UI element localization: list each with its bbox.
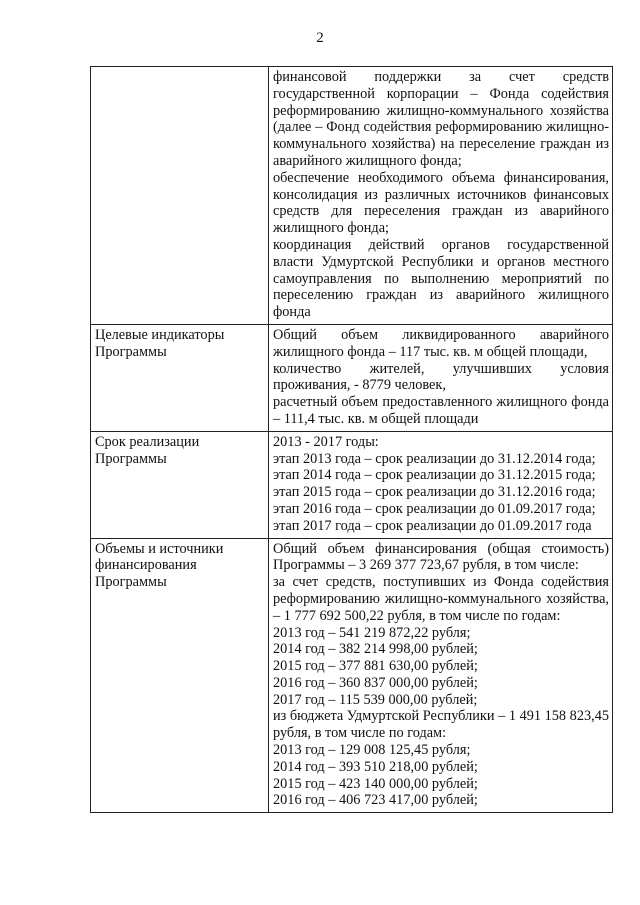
content-line: расчетный объем предоставленного жилищного фонда – 111,4 тыс. кв. м общей площади	[273, 394, 609, 427]
page-number: 2	[316, 30, 324, 46]
row-label: Срок реализации Программы	[91, 431, 269, 538]
content-line: 2013 год – 541 219 872,22 рубля;	[273, 624, 471, 641]
content-line: этап 2017 года – срок реализации до 01.09.2017 года	[273, 517, 592, 534]
row-label	[91, 67, 269, 325]
table-row	[91, 67, 613, 325]
content-line: 2016 год – 360 837 000,00 рублей;	[273, 674, 478, 691]
row-content	[269, 431, 613, 538]
content-line: 2014 год – 393 510 218,00 рублей;	[273, 758, 478, 775]
content-line: 2017 год – 115 539 000,00 рублей;	[273, 691, 478, 708]
content-line: за счет средств, поступивших из Фонда содействия реформированию жилищно-коммунального хозяйства, – 1 777 692 500,22 рубля, в том числе по годам:	[273, 574, 609, 624]
content-line: 2016 год – 406 723 417,00 рублей;	[273, 792, 478, 809]
row-label: Целевые индикаторы Программы	[91, 324, 269, 431]
row-content	[269, 538, 613, 813]
content-line: 2015 год – 423 140 000,00 рублей;	[273, 775, 478, 792]
content-line: 2013 год – 129 008 125,45 рубля;	[273, 742, 471, 759]
row-content	[269, 67, 613, 325]
content-line: из бюджета Удмуртской Республики – 1 491 158 823,45 рубля, в том числе по годам:	[273, 708, 609, 742]
table-row	[91, 324, 613, 431]
content-line: финансовой поддержки за счет средств государственной корпорации – Фонда содействия реформированию жилищно-коммунального хозяйства (далее – Фонд содействия реформированию жилищно-коммунального хозяйства) на переселение граждан из аварийного жилищного фонда;	[273, 69, 609, 169]
content-line: этап 2013 года – срок реализации до 31.12.2014 года;	[273, 450, 596, 467]
content-line: этап 2016 года – срок реализации до 01.09.2017 года;	[273, 500, 596, 517]
row-content	[269, 324, 613, 431]
content-line: 2014 год – 382 214 998,00 рублей;	[273, 641, 478, 658]
content-line: этап 2015 года – срок реализации до 31.12.2016 года;	[273, 484, 596, 501]
row-label: Объемы и источники финансирования Программы	[91, 538, 269, 813]
content-line: Общий объем ликвидированного аварийного жилищного фонда – 117 тыс. кв. м общей площади,	[273, 326, 609, 360]
content-line: координация действий органов государственной власти Удмуртской Республики и органов местного самоуправления по выполнению мероприятий по переселению граждан из аварийного жилищного фонда	[273, 236, 609, 321]
content-line: 2015 год – 377 881 630,00 рублей;	[273, 658, 478, 675]
content-line: обеспечение необходимого объема финансирования, консолидация из различных источников финансовых средств для переселения граждан из аварийного жилищного фонда;	[273, 169, 609, 237]
content-line: этап 2014 года – срок реализации до 31.12.2015 года;	[273, 467, 596, 484]
content-line: количество жителей, улучшивших условия проживания, - 8779 человек,	[273, 360, 609, 394]
program-passport-table	[90, 66, 613, 813]
content-line: 2013 - 2017 годы:	[273, 433, 379, 450]
content-line: Общий объем финансирования (общая стоимость) Программы – 3 269 377 723,67 рубля, в том числе:	[273, 540, 609, 574]
table-row	[91, 538, 613, 813]
table-row	[91, 431, 613, 538]
